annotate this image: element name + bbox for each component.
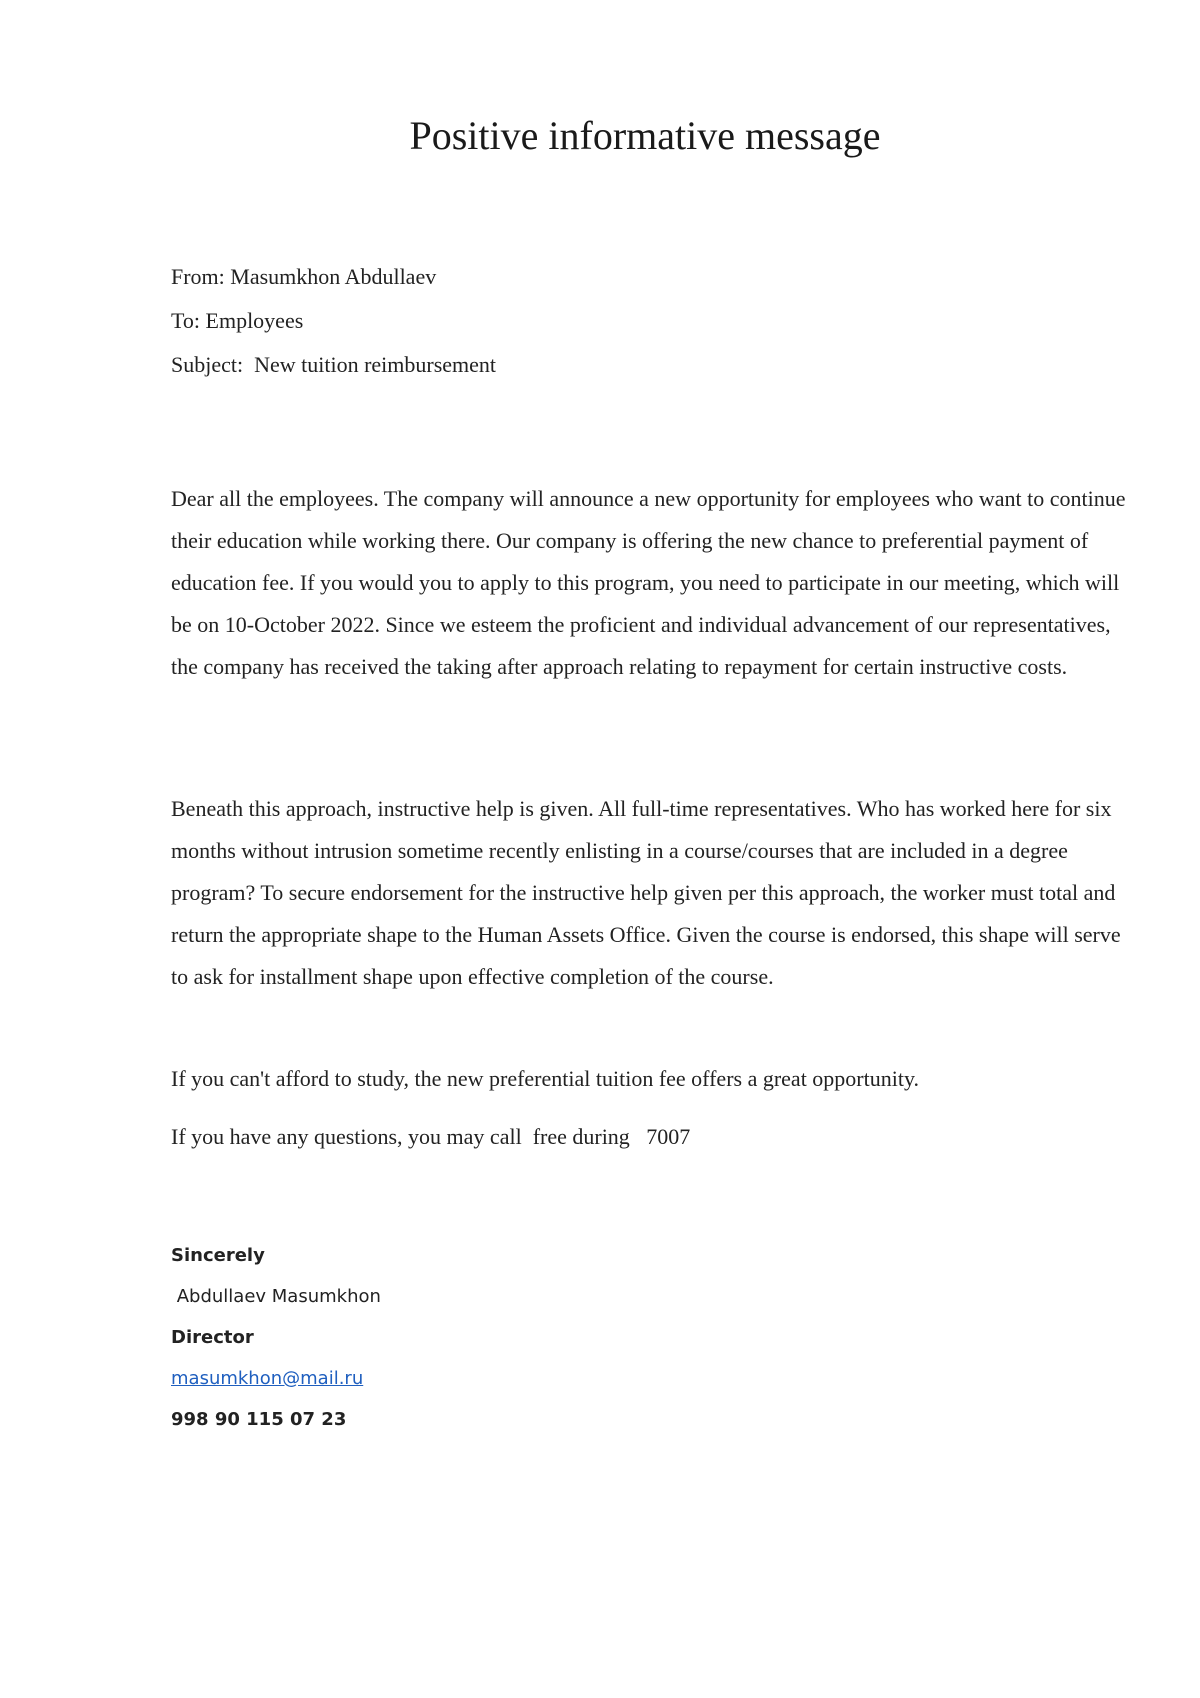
signature-position: Director — [171, 1327, 254, 1348]
signature-closing: Sincerely — [171, 1245, 265, 1266]
body-paragraph-3: If you can't afford to study, the new preferential tuition fee offers a great opportunity. — [171, 1066, 920, 1091]
document-title: Positive informative message — [409, 113, 881, 158]
signature-name: Abdullaev Masumkhon — [171, 1286, 381, 1307]
memo-from: From: Masumkhon Abdullaev — [171, 264, 437, 289]
body-paragraph-1: Dear all the employees. The company will announce a new opportunity for employees who want to continue their education while working there. Our company is offering the new chance to preferential payment of education fee. If you would you to apply to this program, you need to participate in our meeting, which will be on 10-October 2022. Since we esteem the proficient and individual advancement of our representatives, the company has received the taking after approach relating to repayment for certain instructive costs. — [171, 486, 1126, 679]
signature-phone: 998 90 115 07 23 — [171, 1409, 347, 1430]
body-paragraph-2: Beneath this approach, instructive help is given. All full-time representatives. Who has worked here for six months without intrusion sometime recently enlisting in a course/courses that are included in a degree program? To secure endorsement for the instructive help given per this approach, the worker must total and return the appropriate shape to the Human Assets Office. Given the course is endorsed, this shape will serve to ask for installment shape upon effective completion of the course. — [171, 796, 1121, 989]
signature-email-link[interactable]: masumkhon@mail.ru — [171, 1368, 364, 1389]
memo-header — [171, 262, 1131, 394]
body-paragraph-4: If you have any questions, you may call free during 7007 — [171, 1124, 691, 1149]
memo-subject: Subject: New tuition reimbursement — [171, 352, 497, 377]
signature-block — [171, 1244, 771, 1449]
memo-to: To: Employees — [171, 308, 304, 333]
